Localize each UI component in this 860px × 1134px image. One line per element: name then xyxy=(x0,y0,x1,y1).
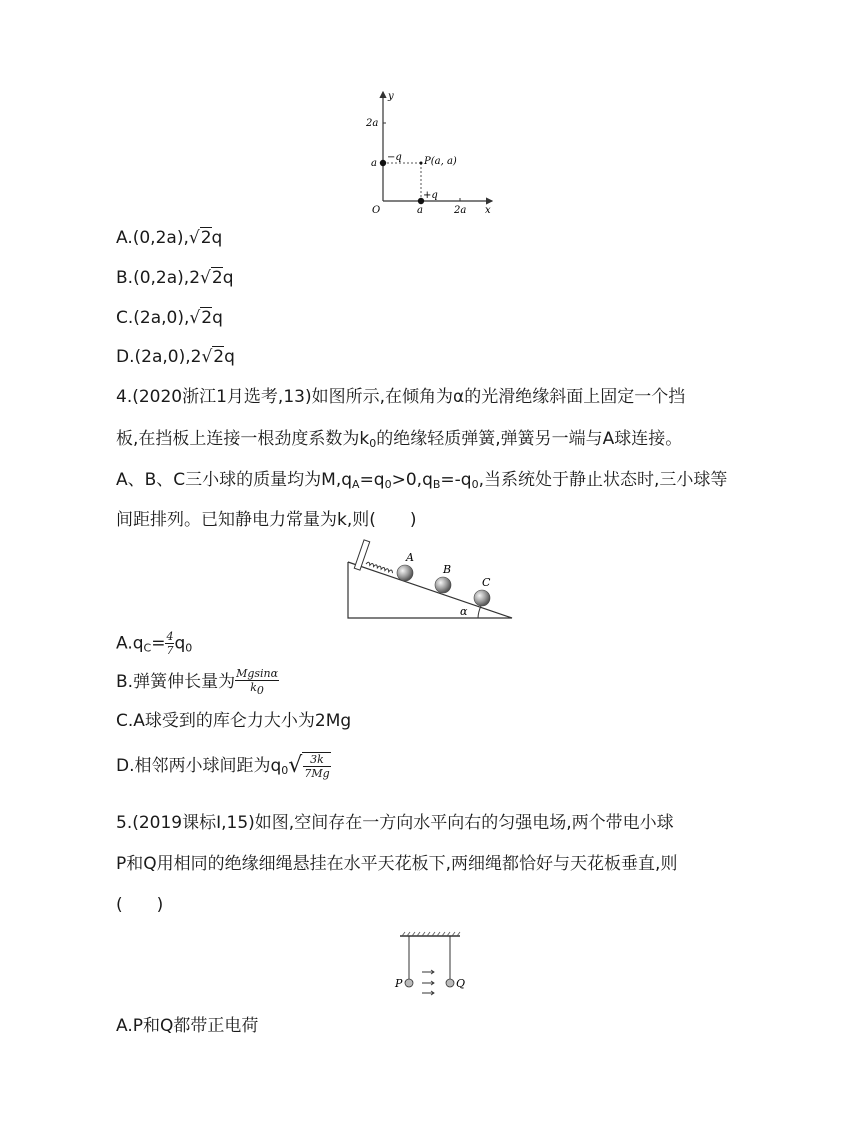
point-p-label: P(a, a) xyxy=(424,156,457,167)
sqrt-symbol: √ xyxy=(188,228,200,248)
ball-c-label: C xyxy=(482,576,491,589)
q4-option-a: $A.q_C=$ $\frac{4}{7}$ $q_0$ xyxy=(116,630,193,657)
ball-p-label: P xyxy=(395,977,403,990)
q3-option-c: C.(2a,0),√2q xyxy=(116,308,223,328)
fraction-mgsin-k0: $\frac{Mgsin\alpha}{k0}$ xyxy=(236,667,279,697)
angle-label: α xyxy=(460,605,468,618)
y-a-label: a xyxy=(371,158,377,169)
q4-line-2: 板,在挡板上连接一根劲度系数为$k_0$的绝缘轻质弹簧,弹簧另一端与A球连接。 xyxy=(116,429,683,450)
ball-q xyxy=(446,979,454,987)
sqrt-symbol: √ xyxy=(288,753,303,778)
q4-option-c: C.A球受到的库仑力大小为2Mg xyxy=(116,711,352,731)
q5-line-1: 5.(2019课标Ⅰ,15)如图,空间存在一方向水平向右的匀强电场,两个带电小球 xyxy=(116,813,674,833)
q4-line-1: 4.(2020浙江1月选考,13)如图所示,在倾角为α的光滑绝缘斜面上固定一个挡 xyxy=(116,387,686,407)
field-arrow-1 xyxy=(422,970,434,974)
y-axis-label: y xyxy=(388,91,394,102)
origin-label: O xyxy=(372,205,381,216)
field-arrow-3 xyxy=(422,991,434,995)
q4-option-b: B.弹簧伸长量为 $\frac{Mgsin\alpha}{k0}$ xyxy=(116,667,279,697)
sqrt-symbol: √ xyxy=(200,268,211,288)
pos-charge-label: +q xyxy=(423,190,438,201)
ball-a xyxy=(397,565,413,581)
q4-line-4: 间距排列。已知静电力常量为k,则( ) xyxy=(116,510,417,530)
negative-charge-dot xyxy=(380,160,386,166)
y-2a-label: 2a xyxy=(366,118,379,129)
ball-p xyxy=(405,979,413,987)
q3-option-a: A.(0,2a),√2q xyxy=(116,228,223,248)
sqrt-symbol: √ xyxy=(201,347,213,367)
ball-b-label: B xyxy=(443,563,452,576)
ball-a-label: A xyxy=(406,551,414,564)
q3-option-b: B.(0,2a),2√2q xyxy=(116,268,234,288)
sqrt-symbol: √ xyxy=(189,308,201,328)
spring xyxy=(366,562,393,573)
q5-line-2: P和Q用相同的绝缘细绳悬挂在水平天花板下,两细绳都恰好与天花板垂直,则 xyxy=(116,854,678,874)
q5-line-3: ( ) xyxy=(116,895,164,915)
q5-option-a: A.P和Q都带正电荷 xyxy=(116,1016,259,1036)
hanging-balls-figure xyxy=(392,926,472,996)
x-2a-label: 2a xyxy=(454,205,467,216)
ball-c xyxy=(474,590,490,606)
angle-arc xyxy=(478,606,481,618)
ball-q-label: Q xyxy=(456,977,466,990)
fraction-3k-7mg: $\frac{3k}{7Mg}$ xyxy=(304,753,330,780)
ball-b xyxy=(435,577,451,593)
field-arrow-2 xyxy=(422,981,434,985)
q3-option-d: D.(2a,0),2√2q xyxy=(116,347,235,367)
q4-line-3: A、B、C三小球的质量均为$M,q_A=q_0>0,q_B=-q_0$,当系统处于静止状态时,三小球等 xyxy=(116,470,728,491)
x-axis-label: x xyxy=(485,205,491,216)
incline-triangle xyxy=(348,562,512,618)
baffle xyxy=(354,540,369,570)
point-p-dot xyxy=(420,162,423,165)
fraction-4-7: $\frac{4}{7}$ xyxy=(166,630,174,657)
incline-figure xyxy=(344,538,516,622)
neg-charge-label: −q xyxy=(387,152,402,163)
q4-option-d: D.相邻两小球间距为$q_0√$ $\frac{3k}{7Mg}$ xyxy=(116,753,330,780)
x-a-label: a xyxy=(417,205,423,216)
coordinate-figure xyxy=(365,88,500,218)
